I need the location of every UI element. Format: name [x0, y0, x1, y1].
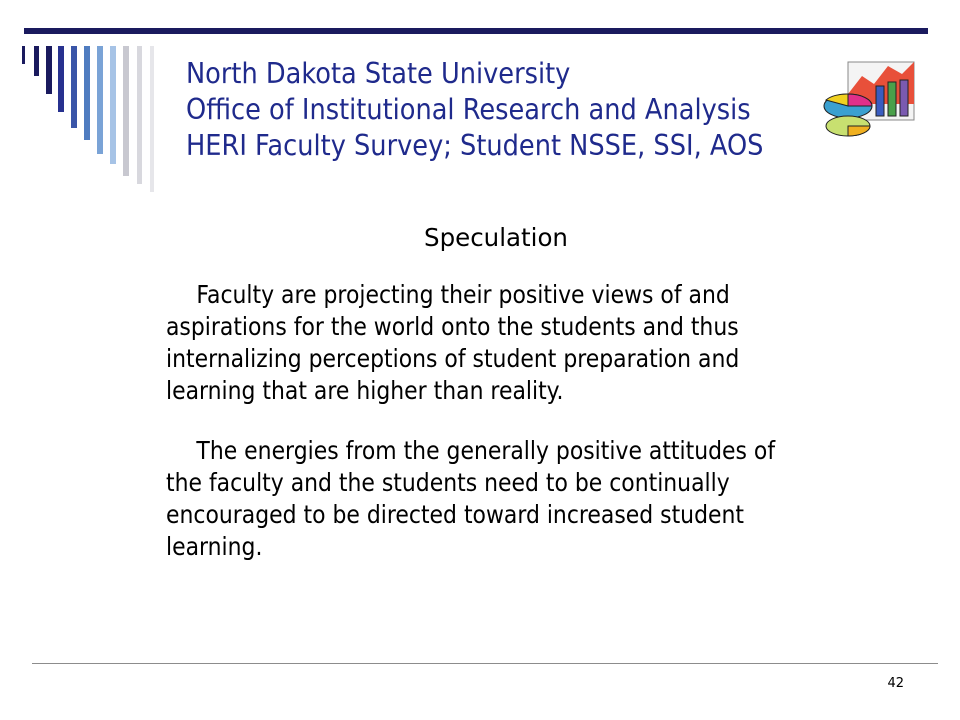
paragraph-2-line: encouraged to be directed toward increased student — [166, 500, 744, 529]
footer-rule — [32, 663, 938, 664]
slide-body — [166, 222, 826, 591]
page-number: 42 — [887, 676, 904, 691]
paragraph-2 — [166, 435, 826, 563]
paragraph-1-line: internalizing perceptions of student preparation and — [166, 344, 740, 373]
paragraph-1-line: aspirations for the world onto the students and thus — [166, 312, 739, 341]
chart-clipart-icon — [818, 54, 918, 140]
paragraph-1 — [166, 279, 826, 407]
title-line-2: Office of Institutional Research and Analysis — [186, 93, 751, 126]
paragraph-1-line: Faculty are projecting their positive views of and — [196, 280, 730, 309]
paragraph-2-line: the faculty and the students need to be continually — [166, 468, 730, 497]
title-line-1: North Dakota State University — [186, 57, 571, 90]
paragraph-2-line: The energies from the generally positive attitudes of — [196, 436, 776, 465]
paragraph-1-line: learning that are higher than reality. — [166, 376, 564, 405]
decorative-stripes — [0, 0, 170, 200]
paragraph-2-line: learning. — [166, 532, 263, 561]
title-line-3: HERI Faculty Survey; Student NSSE, SSI, AOS — [186, 129, 764, 162]
section-heading: Speculation — [424, 223, 568, 252]
slide-title — [186, 56, 846, 164]
